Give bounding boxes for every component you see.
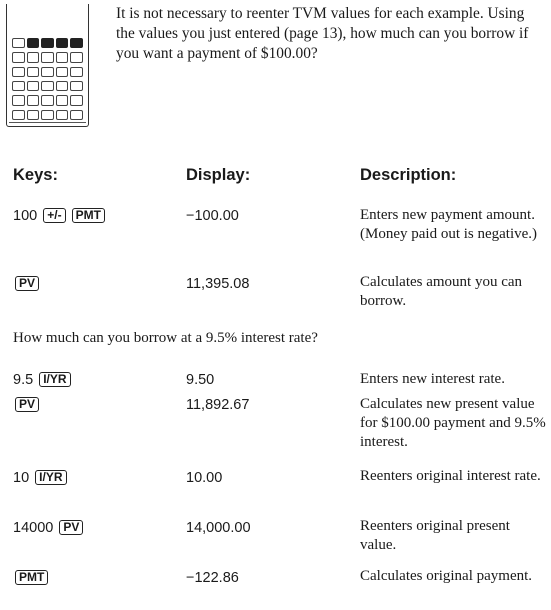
iyr-key-icon: I/YR <box>35 470 66 485</box>
table2-row4-description: Reenters original present value. <box>360 518 510 553</box>
table2-row5-display: −122.86 <box>186 570 239 586</box>
table2-row2-description: Calculates new present value for $100.00 payment and 9.5% interest. <box>360 396 546 450</box>
table1-row2-keys <box>13 276 39 292</box>
table2-row1-keys <box>13 372 71 388</box>
pv-key-icon: PV <box>15 276 39 291</box>
pmt-key-icon: PMT <box>72 208 105 223</box>
calculator-keypad <box>12 38 83 120</box>
iyr-key-icon: I/YR <box>39 372 70 387</box>
pv-key-icon: PV <box>15 397 39 412</box>
table1-row2-display: 11,395.08 <box>186 276 250 292</box>
keys-prefix: 14000 <box>13 520 54 536</box>
table2-row3-keys <box>13 470 67 486</box>
table2-row2-keys <box>13 397 39 413</box>
table1-row1-keys <box>13 208 105 224</box>
table1-row1-display: −100.00 <box>186 208 239 224</box>
table1-row2-description: Calculates amount you can borrow. <box>360 274 523 309</box>
keys-prefix: 100 <box>13 208 38 224</box>
plus-minus-key-icon: +/- <box>43 208 65 223</box>
question-text: How much can you borrow at a 9.5% interest rate? <box>13 330 318 346</box>
header-display: Display: <box>186 166 251 184</box>
intro-text: It is not necessary to reenter TVM values for each example. Using the values you just entered (page 13), how much can you borrow if you want a payment of $100.00? <box>116 5 529 62</box>
pmt-key-icon: PMT <box>15 570 48 585</box>
table2-row3-description: Reenters original interest rate. <box>360 468 541 484</box>
header-description: Description: <box>360 166 457 184</box>
table2-row4-display: 14,000.00 <box>186 520 251 536</box>
calculator-illustration <box>6 4 89 127</box>
table2-row5-description: Calculates original payment. <box>360 568 533 584</box>
pv-key-icon: PV <box>59 520 83 535</box>
table2-row1-description: Enters new interest rate. <box>360 371 505 387</box>
table2-row5-keys <box>13 570 48 586</box>
keys-prefix: 10 <box>13 470 30 486</box>
table2-row3-display: 10.00 <box>186 470 223 486</box>
intro-paragraph <box>116 4 546 64</box>
header-keys: Keys: <box>13 166 58 184</box>
table2-row4-keys <box>13 520 83 536</box>
table2-row1-display: 9.50 <box>186 372 215 388</box>
table1-row1-description: Enters new payment amount. (Money paid out is negative.) <box>360 207 538 242</box>
table2-row2-display: 11,892.67 <box>186 397 250 413</box>
keys-prefix: 9.5 <box>13 372 34 388</box>
